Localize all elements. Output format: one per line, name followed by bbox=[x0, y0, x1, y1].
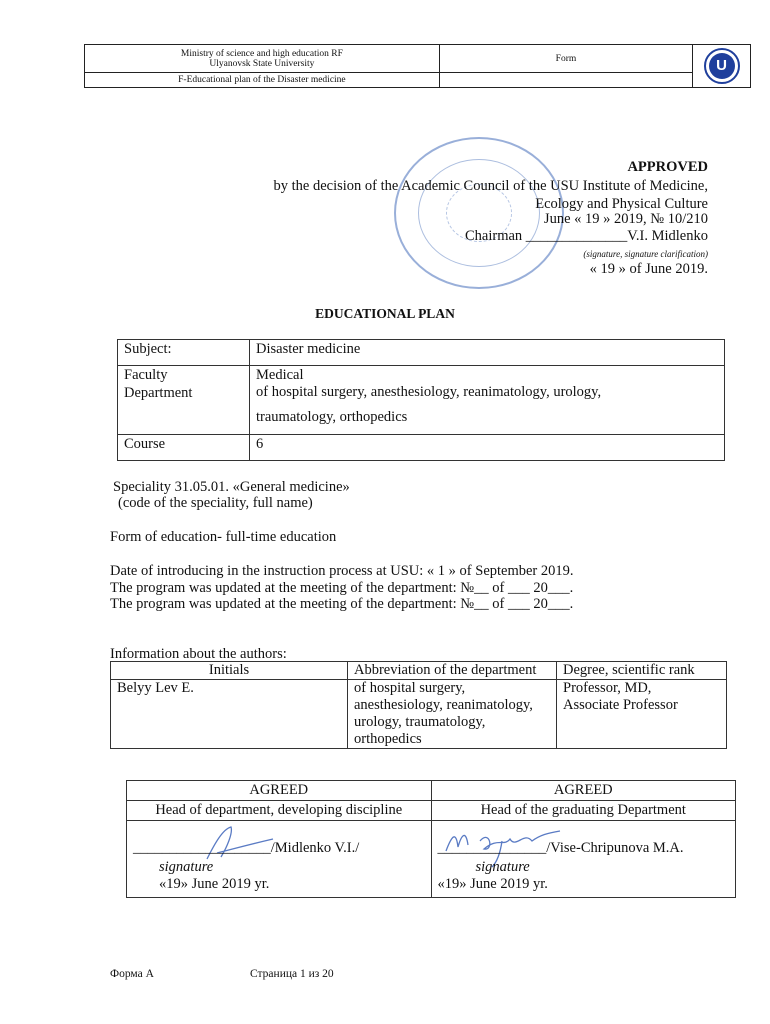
column-header: Initials bbox=[111, 662, 348, 680]
table-row bbox=[118, 435, 725, 461]
authors-heading: Information about the authors: bbox=[110, 646, 287, 662]
form-of-education: Form of education- full-time education bbox=[110, 529, 337, 545]
approval-line-1: by the decision of the Academic Council of the USU Institute of Medicine, bbox=[273, 178, 708, 194]
dept-line: orthopedics bbox=[354, 731, 422, 747]
approval-date: « 19 » of June 2019. bbox=[589, 261, 708, 277]
signature-line: _______________/Vise-Chripunova M.A. bbox=[437, 840, 684, 856]
course-label: Course bbox=[118, 435, 250, 461]
dept-line: urology, traumatology, bbox=[354, 714, 486, 730]
logo-cell bbox=[693, 45, 751, 88]
signature-date: «19» June 2019 yr. bbox=[159, 876, 270, 892]
org-line-2: Ulyanovsk State University bbox=[209, 58, 315, 69]
org-cell bbox=[85, 45, 440, 73]
signature-label: signature bbox=[475, 859, 530, 875]
table-header-row bbox=[111, 662, 727, 680]
table-row bbox=[127, 821, 736, 898]
table-row bbox=[111, 680, 727, 749]
signature-label: signature bbox=[159, 859, 214, 875]
approved-title: APPROVED bbox=[627, 159, 708, 175]
footer-page-number: Страница 1 из 20 bbox=[250, 968, 334, 980]
introduction-date: Date of introducing in the instruction process at USU: « 1 » of September 2019. bbox=[110, 563, 574, 579]
agreed-right-title: AGREED bbox=[431, 781, 736, 801]
speciality-line: Speciality 31.05.01. «General medicine» bbox=[113, 479, 350, 495]
signature-line: ___________________/Midlenko V.I./ bbox=[133, 840, 360, 856]
table-row bbox=[127, 801, 736, 821]
faculty-label: Faculty bbox=[118, 366, 250, 385]
form-cell: Form bbox=[439, 45, 692, 73]
org-line-1: Ministry of science and high education RF bbox=[180, 48, 343, 59]
agreed-right-role: Head of the graduating Department bbox=[431, 801, 736, 821]
column-header: Abbreviation of the department bbox=[348, 662, 557, 680]
author-department bbox=[348, 680, 557, 749]
speciality-note: (code of the speciality, full name) bbox=[118, 495, 313, 511]
footer-form: Форма А bbox=[110, 968, 154, 980]
degree-line: Associate Professor bbox=[563, 697, 678, 713]
department-label: Department bbox=[118, 384, 250, 435]
subject-value: Disaster medicine bbox=[250, 340, 725, 366]
agreed-right-signature-cell bbox=[431, 821, 736, 898]
header-table bbox=[84, 44, 751, 88]
approval-line-2: Ecology and Physical Culture bbox=[535, 196, 708, 212]
column-header: Degree, scientific rank bbox=[557, 662, 727, 680]
table-row bbox=[118, 340, 725, 366]
agreed-left-title: AGREED bbox=[127, 781, 432, 801]
university-logo bbox=[704, 48, 740, 84]
department-line-1: of hospital surgery, anesthesiology, reanimatology, urology, bbox=[256, 384, 602, 400]
chairman-line: Chairman ______________V.I. Midlenko bbox=[465, 228, 708, 244]
table-row bbox=[127, 781, 736, 801]
department-value bbox=[250, 384, 725, 435]
agreed-left-role: Head of department, developing discipline bbox=[127, 801, 432, 821]
update-line-1: The program was updated at the meeting of the department: №__ of ___ 20___. bbox=[110, 580, 574, 596]
author-degree bbox=[557, 680, 727, 749]
page-title: EDUCATIONAL PLAN bbox=[315, 306, 455, 321]
author-initials: Belyy Lev E. bbox=[111, 680, 348, 749]
degree-line: Professor, MD, bbox=[563, 680, 652, 696]
empty-cell bbox=[439, 73, 692, 88]
dept-line: of hospital surgery, bbox=[354, 680, 466, 696]
table-row bbox=[118, 366, 725, 385]
agreed-table bbox=[126, 780, 736, 898]
approval-line-3: June « 19 » 2019, № 10/210 bbox=[543, 211, 708, 227]
authors-table bbox=[110, 661, 727, 749]
table-row bbox=[118, 384, 725, 435]
agreed-left-signature-cell bbox=[127, 821, 432, 898]
department-line-2: traumatology, orthopedics bbox=[256, 409, 408, 425]
subject-table bbox=[117, 339, 725, 461]
update-line-2: The program was updated at the meeting of the department: №__ of ___ 20___. bbox=[110, 596, 574, 612]
faculty-value: Medical bbox=[250, 366, 725, 385]
course-value: 6 bbox=[250, 435, 725, 461]
signature-clarification: (signature, signature clarification) bbox=[583, 249, 708, 259]
signature-date: «19» June 2019 yr. bbox=[437, 876, 548, 892]
plan-cell: F-Educational plan of the Disaster medicine bbox=[85, 73, 440, 88]
logo-letter: U bbox=[709, 53, 735, 79]
dept-line: anesthesiology, reanimatology, bbox=[354, 697, 533, 713]
subject-label: Subject: bbox=[118, 340, 250, 366]
